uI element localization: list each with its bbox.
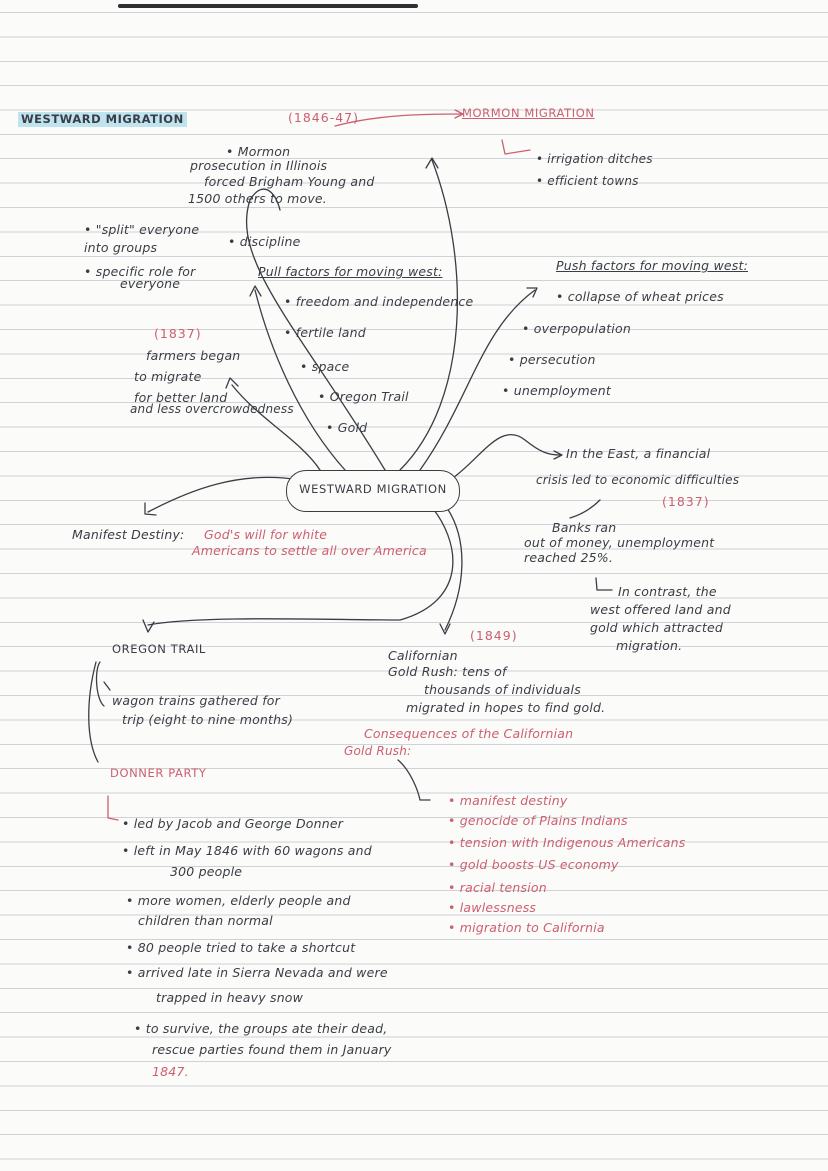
pull-factors-heading: Pull factors for moving west: <box>258 264 443 279</box>
donner-item-1: • led by Jacob and George Donner <box>122 816 344 831</box>
donner-item-6-line-3: 1847. <box>152 1064 189 1079</box>
consequences-heading-2: Gold Rush: <box>344 744 412 758</box>
gold-rush-date: (1849) <box>470 628 518 643</box>
donner-item-6-line-1: • to survive, the groups ate their dead, <box>134 1021 388 1036</box>
manifest-destiny-label: Manifest Destiny: <box>72 527 185 542</box>
push-item-4: • unemployment <box>502 383 612 398</box>
pull-item-2: • fertile land <box>284 325 366 340</box>
farmers-line-1: farmers began <box>146 348 241 363</box>
consequence-6: • lawlessness <box>448 900 537 915</box>
oregon-line-2: trip (eight to nine months) <box>122 712 294 727</box>
mormon-line-4: 1500 others to move. <box>188 191 327 206</box>
role-line-2: everyone <box>120 276 181 291</box>
farmers-line-2: to migrate <box>134 369 202 384</box>
push-item-2: • overpopulation <box>522 321 631 336</box>
mormon-line-1: • Mormon <box>226 144 291 159</box>
gold-line-4: migrated in hopes to find gold. <box>406 700 606 715</box>
push-item-1: • collapse of wheat prices <box>556 289 724 304</box>
east-date: (1837) <box>662 494 710 509</box>
donner-item-3-line-2: children than normal <box>138 913 273 928</box>
contrast-line-2: west offered land and <box>590 602 731 617</box>
consequence-7: • migration to California <box>448 920 605 935</box>
donner-party-title: DONNER PARTY <box>110 766 207 780</box>
manifest-destiny-text-1: God's will for white <box>204 527 328 542</box>
oregon-trail-title: OREGON TRAIL <box>112 642 206 656</box>
split-line-2: into groups <box>84 240 158 255</box>
central-topic <box>286 470 460 512</box>
consequence-3: • tension with Indigenous Americans <box>448 835 686 850</box>
mormon-line-2: prosecution in Illinois <box>190 158 328 173</box>
donner-item-5-line-2: trapped in heavy snow <box>156 990 304 1005</box>
pull-item-1: • freedom and independence <box>284 294 474 309</box>
pull-item-3: • space <box>300 359 350 374</box>
consequence-1: • manifest destiny <box>448 793 568 808</box>
mormon-note-2: • efficient towns <box>536 174 639 188</box>
central-topic-label: WESTWARD MIGRATION <box>299 482 447 496</box>
contrast-line-3: gold which attracted <box>590 620 724 635</box>
donner-item-5-line-1: • arrived late in Sierra Nevada and were <box>126 965 388 980</box>
contrast-line-1: In contrast, the <box>618 584 717 599</box>
donner-item-2-line-1: • left in May 1846 with 60 wagons and <box>122 843 372 858</box>
farmers-date: (1837) <box>154 326 202 341</box>
title-date: (1846-47) <box>288 110 359 125</box>
role-line-1: • specific role for <box>84 264 196 279</box>
banks-line-1: Banks ran <box>552 520 617 535</box>
consequence-4: • gold boosts US economy <box>448 857 619 872</box>
split-line-1: • "split" everyone <box>84 222 200 237</box>
banks-line-3: reached 25%. <box>524 550 614 565</box>
banks-line-2: out of money, unemployment <box>524 535 715 550</box>
gold-line-1: Californian <box>388 648 458 663</box>
push-item-3: • persecution <box>508 352 596 367</box>
farmers-line-3: for better land <box>134 390 228 405</box>
push-factors-heading: Push factors for moving west: <box>556 258 748 273</box>
contrast-line-4: migration. <box>616 638 683 653</box>
oregon-line-1: wagon trains gathered for <box>112 693 280 708</box>
consequence-5: • racial tension <box>448 880 547 895</box>
east-line-2: crisis led to economic difficulties <box>536 473 740 487</box>
pull-item-4: • Oregon Trail <box>318 389 409 404</box>
consequence-2: • genocide of Plains Indians <box>448 813 628 828</box>
mormon-line-3: forced Brigham Young and <box>204 174 375 189</box>
manifest-destiny-text-2: Americans to settle all over America <box>192 543 427 558</box>
mormon-note-1: • irrigation ditches <box>536 152 653 166</box>
donner-item-6-line-2: rescue parties found them in January <box>152 1042 392 1057</box>
east-line-1: In the East, a financial <box>566 446 711 461</box>
donner-item-4: • 80 people tried to take a shortcut <box>126 940 356 955</box>
page-title: WESTWARD MIGRATION <box>18 112 187 127</box>
farmers-line-4: and less overcrowdedness <box>130 402 294 416</box>
mormon-migration-title: MORMON MIGRATION <box>462 106 595 120</box>
pull-item-5: • Gold <box>326 420 368 435</box>
donner-item-3-line-1: • more women, elderly people and <box>126 893 351 908</box>
donner-item-2-line-2: 300 people <box>170 864 243 879</box>
gold-line-2: Gold Rush: tens of <box>388 664 507 679</box>
gold-line-3: thousands of individuals <box>424 682 581 697</box>
discipline-note: • discipline <box>228 234 301 249</box>
consequences-heading-1: Consequences of the Californian <box>364 726 574 741</box>
